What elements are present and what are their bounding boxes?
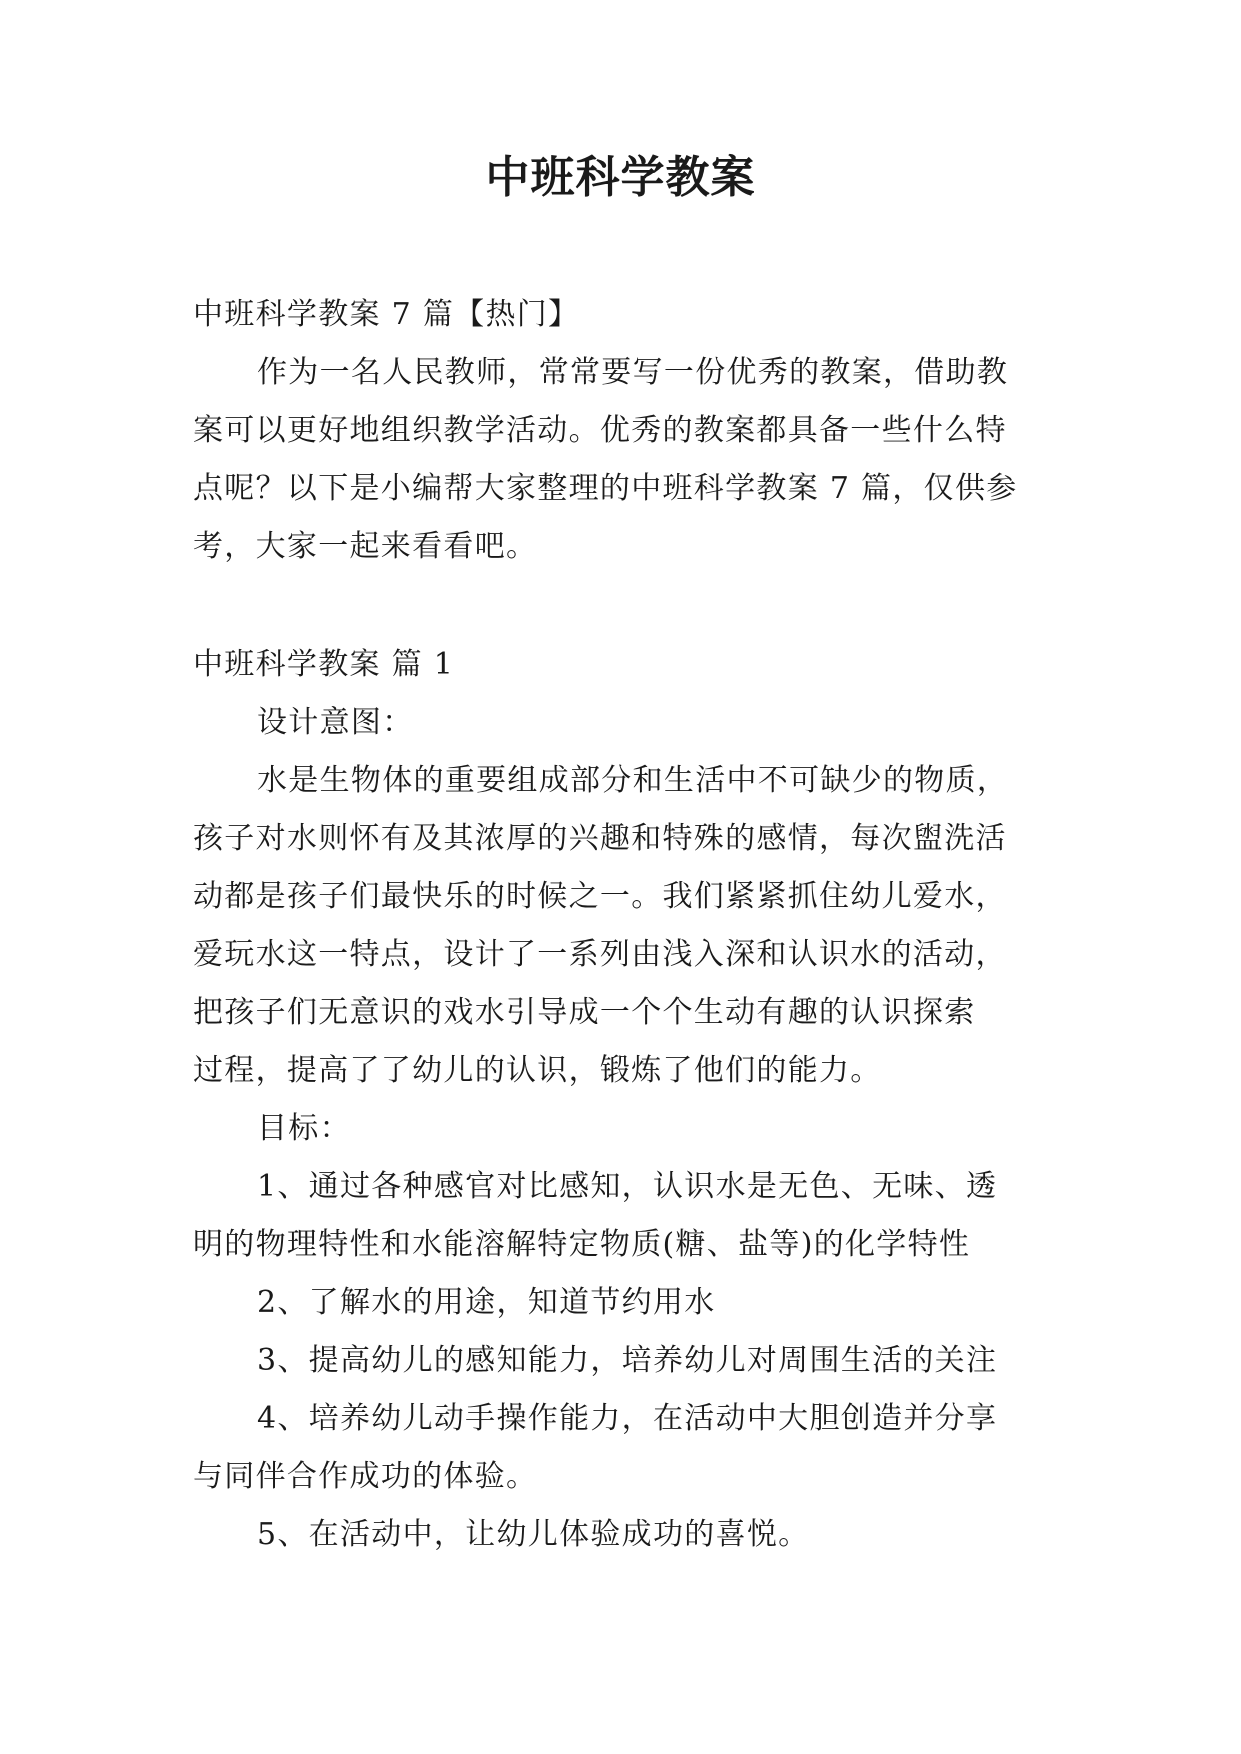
paragraph-line: 过程，提高了了幼儿的认识，锻炼了他们的能力。 — [193, 1053, 882, 1088]
goal-item-2: 2、了解水的用途，知道节约用水 — [257, 1285, 716, 1320]
paragraph-line: 把孩子们无意识的戏水引导成一个个生动有趣的认识探索 — [193, 995, 976, 1030]
goal-item-5: 5、在活动中，让幼儿体验成功的喜悦。 — [257, 1517, 810, 1552]
document-body — [193, 286, 1053, 1564]
paragraph-line: 点呢？以下是小编帮大家整理的中班科学教案 7 篇，仅供参 — [193, 471, 1018, 506]
paragraph-line: 动都是孩子们最快乐的时候之一。我们紧紧抓住幼儿爱水， — [193, 879, 1007, 914]
paragraph-line: 考，大家一起来看看吧。 — [193, 529, 538, 564]
paragraph-line: 作为一名人民教师，常常要写一份优秀的教案，借助教 — [257, 355, 1009, 390]
intro-paragraph — [193, 344, 1053, 576]
paragraph-line: 水是生物体的重要组成部分和生活中不可缺少的物质， — [257, 763, 1009, 798]
paragraph-line: 4、培养幼儿动手操作能力，在活动中大胆创造并分享 — [257, 1401, 998, 1436]
goals-label: 目标： — [257, 1111, 351, 1146]
goal-item-4 — [193, 1390, 1053, 1506]
section-spacer — [193, 576, 1053, 636]
paragraph-line: 1、通过各种感官对比感知，认识水是无色、无味、透 — [257, 1169, 998, 1204]
goal-item-3: 3、提高幼儿的感知能力，培养幼儿对周围生活的关注 — [257, 1343, 998, 1378]
design-intent-label: 设计意图： — [257, 705, 414, 740]
page-title: 中班科学教案 — [485, 152, 756, 203]
paragraph-line: 孩子对水则怀有及其浓厚的兴趣和特殊的感情，每次盥洗活 — [193, 821, 1007, 856]
document-subtitle: 中班科学教案 7 篇【热门】 — [193, 297, 580, 332]
goal-item-1 — [193, 1158, 1053, 1274]
section-heading: 中班科学教案 篇 1 — [193, 647, 455, 682]
paragraph-line: 明的物理特性和水能溶解特定物质(糖、盐等)的化学特性 — [193, 1227, 971, 1262]
design-intent-paragraph — [193, 752, 1053, 1100]
paragraph-line: 与同伴合作成功的体验。 — [193, 1459, 538, 1494]
paragraph-line: 爱玩水这一特点，设计了一系列由浅入深和认识水的活动， — [193, 937, 1007, 972]
paragraph-line: 案可以更好地组织教学活动。优秀的教案都具备一些什么特 — [193, 413, 1007, 448]
